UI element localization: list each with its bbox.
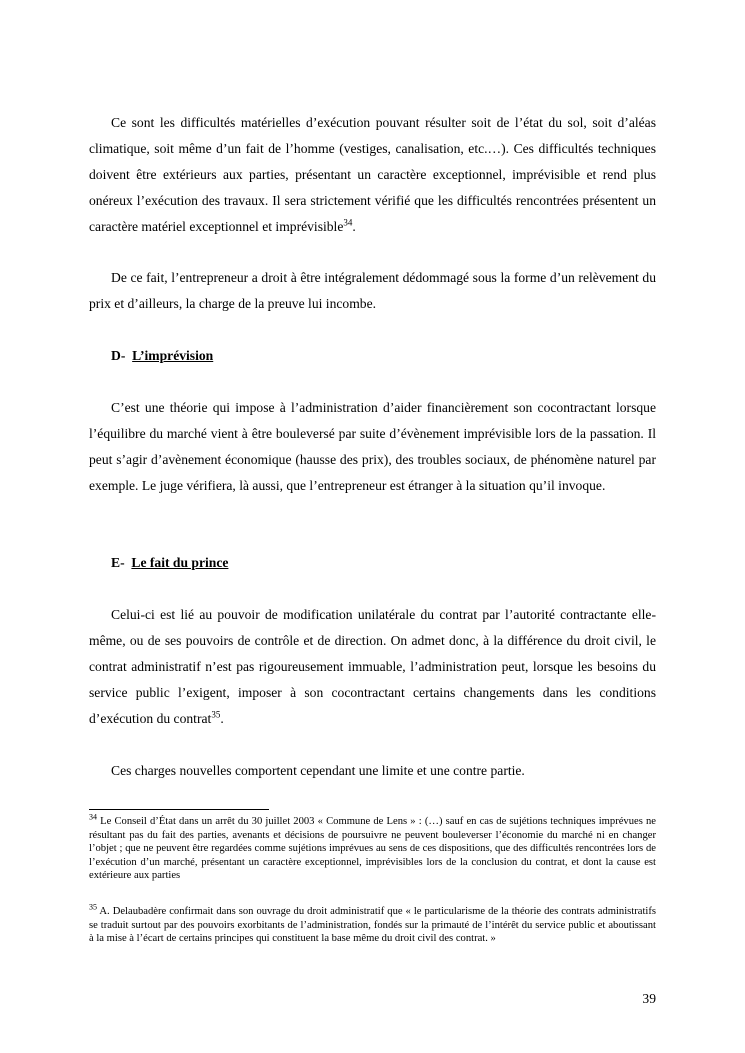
paragraph-text: Celui-ci est lié au pouvoir de modification unilatérale du contrat par l’autorité contractante elle-même, ou de ses pouvoirs de contrôle et de direction. On admet donc, à la différence du droit civil, le contrat administratif n’est pas rigoureusement immuable, l’administration peut, lorsque les besoins du service public l’exigent, imposer à son cocontractant certains changements dans les conditions d’exécution du contrat <box>89 607 656 726</box>
paragraph-charges <box>89 758 656 784</box>
footnote-34 <box>89 812 656 883</box>
footnote-text: Le Conseil d’État dans un arrêt du 30 juillet 2003 « Commune de Lens » : (…) sauf en cas de sujétions techniques imprévues ne résultant pas du fait des parties, avenants et décisions de poursuivre ne peuvent bouleverser l’économie du marché ni en changer l’objet ; que ne peuvent être regardées comme sujétions imprévues au sens de ces dispositions, que des difficultés rencontrées lors de l’exécution d’un marché, présentant un caractère exceptionnel, imprévisibles lors de la conclusion du contrat, et dont la cause est extérieure aux parties <box>89 816 656 882</box>
heading-imprevision <box>111 346 213 366</box>
footnote-separator <box>89 809 269 810</box>
footnote-ref-34[interactable]: 34 <box>343 217 353 228</box>
heading-title: Le fait du prince <box>131 555 229 570</box>
paragraph-text: De ce fait, l’entrepreneur a droit à être intégralement dédommagé sous la forme d’un relèvement du prix et d’ailleurs, la charge de la preuve lui incombe. <box>89 270 656 311</box>
heading-letter: E- <box>111 555 125 570</box>
paragraph-theorie <box>89 395 656 499</box>
paragraph-text: C’est une théorie qui impose à l’administration d’aider financièrement son cocontractant lorsque l’équilibre du marché vient à être bouleversé par suite d’évènement imprévisible lors de la passation. Il peut s’agir d’avènement économique (hausse des prix), des troubles sociaux, de phénomène naturel par exemple. Le juge vérifiera, là aussi, que l’entrepreneur est étranger à la situation qu’il invoque. <box>89 400 656 493</box>
paragraph-difficultes: Ce sont les difficultés matérielles d’exécution pouvant résulter soit de l’état du sol, soit d’aléas climatique, soit même d’un fait de l’homme (vestiges, canalisation, etc.…). Ces difficultés techniques doivent être extérieurs aux parties, présentant un caractère exceptionnel, imprévisible et rend plus onéreux l’exécution des travaux. Il sera strictement vérifié que les difficultés rencontrées présentent un caractère matériel exceptionnel et imprévisible$^{34}$. <box>89 115 656 234</box>
footnote-number: 34 <box>89 812 97 822</box>
paragraph-text: Ces charges nouvelles comportent cependant une limite et une contre partie. <box>111 763 525 778</box>
paragraph-text: Ce sont les difficultés matérielles d’exécution pouvant résulter soit de l’état du sol, soit d’aléas climatique, soit même d’un fait de l’homme (vestiges, canalisation, etc.…). Ces difficultés techniques doivent être extérieurs aux parties, présentant un caractère exceptionnel, imprévisible et rend plus onéreux l’exécution des travaux. Il sera strictement vérifié que les difficultés rencontrées présentent un caractère matériel exceptionnel et imprévisible <box>89 115 656 234</box>
heading-fait-du-prince <box>111 553 228 573</box>
paragraph-celui-ci: Celui-ci est lié au pouvoir de modification unilatérale du contrat par l’autorité contractante elle-même, ou de ses pouvoirs de contrôle et de direction. On admet donc, à la différence du droit civil, le contrat administratif n’est pas rigoureusement immuable, l’administration peut, lorsque les besoins du service public l’exigent, imposer à son cocontractant certains changements dans les conditions d’exécution du contrat$^{35}$. <box>89 607 656 726</box>
heading-title: L’imprévision <box>132 348 214 363</box>
page-number: 39 <box>642 991 656 1006</box>
footnote-text: A. Delaubadère confirmait dans son ouvrage du droit administratif que « le particularisme de la théorie des contrats administratifs se traduit surtout par des pouvoirs exorbitants de l’administration, fondés sur la primauté de l’intérêt du service public et aboutissant à la mise à l’écart de certains principes qui constituent la base même du droit civil des contrat. » <box>89 906 656 945</box>
footnote-35 <box>89 902 656 946</box>
paragraph-entrepreneur <box>89 265 656 317</box>
footnote-number: 35 <box>89 902 97 912</box>
heading-letter: D- <box>111 348 126 363</box>
footnote-ref-35[interactable]: 35 <box>211 709 221 720</box>
